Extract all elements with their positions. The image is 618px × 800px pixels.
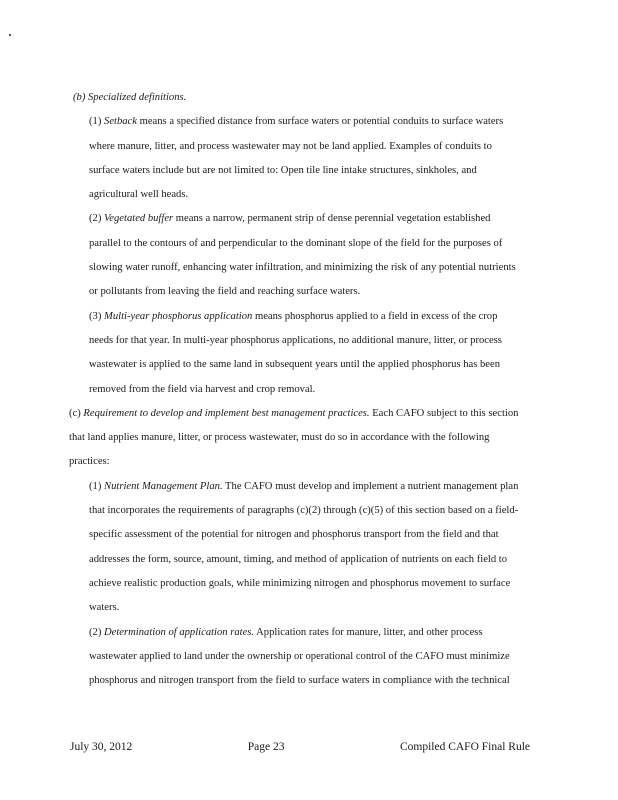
section-b-heading: (b) Specialized definitions. <box>73 92 187 103</box>
definition-multi-year-phosphorus: (3) Multi-year phosphorus application means phosphorus applied to a field in excess of the crop needs for that year. In multi-year phosphorus applications, no additional manure, litter, or process wastewater is applied to the same land in subsequent years until the applied phosphorus has been removed from the field via harvest and crop removal. <box>89 310 502 395</box>
page-footer <box>70 741 530 753</box>
determination-of-application-rates: (2) Determination of application rates. Application rates for manure, litter, and other process wastewater applied to land under the ownership or operational control of the CAFO must minimize phosphorus and nitrogen transport from the field to surface waters in compliance with the technical <box>89 626 510 687</box>
nutrient-management-plan: (1) Nutrient Management Plan. The CAFO must develop and implement a nutrient management plan that incorporates the requirements of paragraphs (c)(2) through (c)(5) of this section based on a field- specific assessment of the potential for nitrogen and phosphorus transport from the field and that addresses the form, source, amount, timing, and method of application of nutrients on each field to achieve realistic production goals, while minimizing nitrogen and phosphorus movement to surface waters. <box>89 480 519 614</box>
scan-mark <box>9 34 11 36</box>
footer-document-title: Compiled CAFO Final Rule <box>399 741 530 753</box>
definition-setback: (1) Setback means a specified distance from surface waters or potential conduits to surface waters where manure, litter, and process wastewater may not be land applied. Examples of conduits to surface waters include but are not limited to: Open tile line intake structures, sinkholes, and agricultural well heads. <box>89 116 504 201</box>
section-c: (c) Requirement to develop and implement best management practices. Each CAFO subject to this section that land applies manure, litter, or process wastewater, must do so in accordance with the following practices: <box>69 407 519 468</box>
footer-page-number: Page 23 <box>247 741 285 753</box>
body-text <box>69 86 533 693</box>
footer-date: July 30, 2012 <box>70 741 133 753</box>
definition-vegetated-buffer: (2) Vegetated buffer means a narrow, permanent strip of dense perennial vegetation established parallel to the contours of and perpendicular to the dominant slope of the field for the purposes of slowing water runoff, enhancing water infiltration, and minimizing the risk of any potential nutrients or pollutants from leaving the field and reaching surface waters. <box>89 213 516 298</box>
